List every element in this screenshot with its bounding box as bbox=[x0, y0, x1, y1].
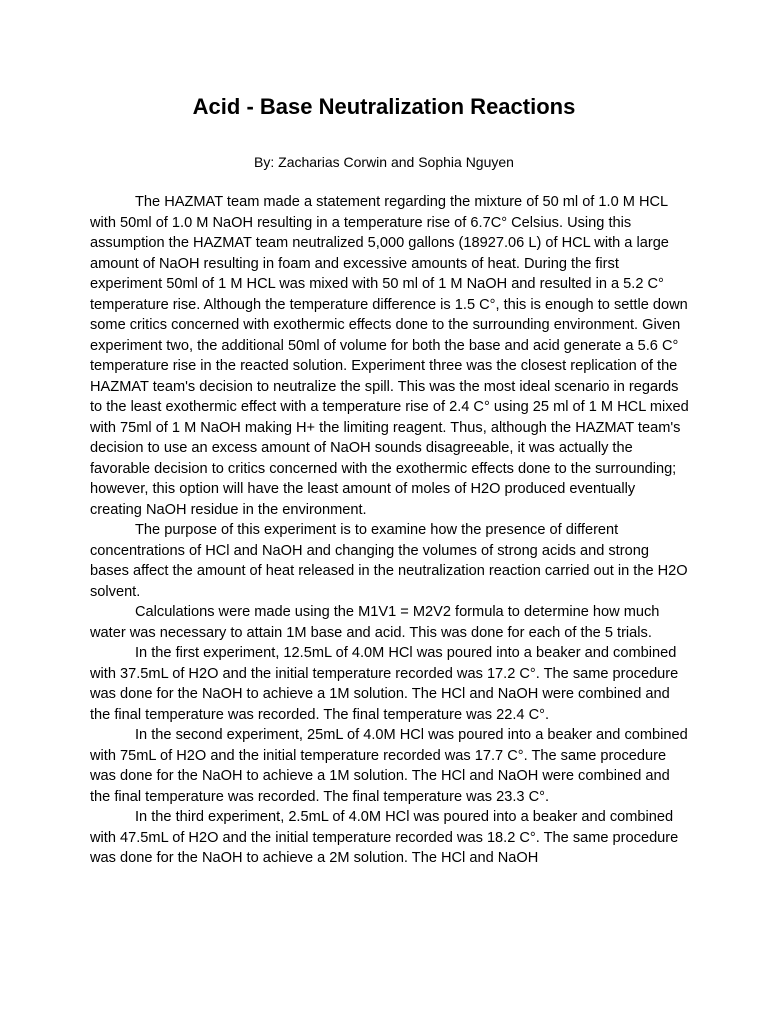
paragraph-purpose: The purpose of this experiment is to examine how the presence of different concentrations of HCl and NaOH and changing the volumes of strong acids and strong bases affect the amount of heat released in the neutralization reaction carried out in the H2O solvent. bbox=[90, 522, 688, 600]
paragraph-experiment-2: In the second experiment, 25mL of 4.0M HCl was poured into a beaker and combined with 75mL of H2O and the initial temperature recorded was 17.7 C°. The same procedure was done for the NaOH to achieve a 1M solution. The HCl and NaOH were combined and the final temperature was recorded. The final temperature was 23.3 C°. bbox=[90, 727, 688, 805]
paragraph-calculations: Calculations were made using the M1V1 = M2V2 formula to determine how much water was necessary to attain 1M base and acid. This was done for each of the 5 trials. bbox=[90, 604, 660, 641]
paragraph-experiment-3: In the third experiment, 2.5mL of 4.0M HCl was poured into a beaker and combined with 47.5mL of H2O and the initial temperature recorded was 18.2 C°. The same procedure was done for the NaOH to achieve a 2M solution. The HCl and NaOH bbox=[90, 809, 679, 866]
paragraph-hazmat-summary: The HAZMAT team made a statement regarding the mixture of 50 ml of 1.0 M HCL with 50ml of 1.0 M NaOH resulting in a temperature rise of 6.7C° Celsius. Using this assumption the HAZMAT team neutralized 5,000 gallons (18927.06 L) of HCL with a large amount of NaOH resulting in foam and excessive amounts of heat. During the first experiment 50ml of 1 M HCL was mixed with 50 ml of 1 M NaOH and resulted in a 5.2 C° temperature rise. Although the temperature difference is 1.5 C°, this is enough to settle down some critics concerned with exothermic effects done to the surrounding environment. Given experiment two, the additional 50ml of volume for both the base and acid generate a 5.6 C° temperature rise in the reacted solution. Experiment three was the closest replication of the HAZMAT team's decision to neutralize the spill. This was the most ideal scenario in regards to the least exothermic effect with a temperature rise of 2.4 C° using 25 ml of 1 M HCL mixed with 75ml of 1 M NaOH making H+ the limiting reagent. Thus, although the HAZMAT team's decision to use an excess amount of NaOH sounds disagreeable, it was actually the favorable decision to critics concerned with the exothermic effects done to the surrounding; however, this option will have the least amount of moles of H2O produced eventually creating NaOH residue in the environment. bbox=[90, 194, 689, 518]
paragraph-experiment-1: In the first experiment, 12.5mL of 4.0M HCl was poured into a beaker and combined with 37.5mL of H2O and the initial temperature recorded was 17.2 C°. The same procedure was done for the NaOH to achieve a 1M solution. The HCl and NaOH were combined and the final temperature was recorded. The final temperature was 22.4 C°. bbox=[90, 645, 679, 723]
document-byline: By: Zacharias Corwin and Sophia Nguyen bbox=[254, 154, 514, 170]
document-title: Acid - Base Neutralization Reactions bbox=[192, 94, 576, 119]
document-body bbox=[90, 192, 690, 869]
